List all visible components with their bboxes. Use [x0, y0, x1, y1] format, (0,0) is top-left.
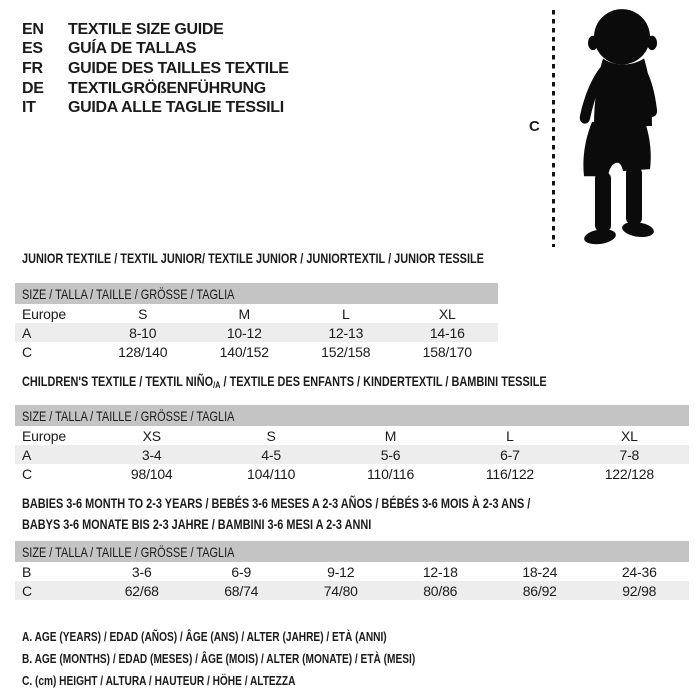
- height-measure-label: C: [529, 118, 540, 135]
- row-label: Europe: [22, 427, 66, 444]
- size-cell: 6-7: [500, 446, 520, 463]
- size-cell: 12-13: [328, 324, 364, 341]
- language-title: GUIDA ALLE TAGLIE TESSILI: [68, 99, 284, 117]
- row-label: C: [22, 465, 32, 482]
- footnote-b-text: B. AGE (MONTHS) / EDAD (MESES) / ÂGE (MOIS) / ALTER (MONATE) / ETÀ (MESI): [22, 651, 416, 667]
- children-title-prefix: CHILDREN'S TEXTILE / TEXTIL NIÑO: [22, 373, 214, 389]
- footnote-legend: [22, 625, 526, 692]
- table-row: [15, 323, 498, 342]
- row-label: A: [22, 324, 32, 341]
- size-cell: 140/152: [219, 343, 269, 360]
- junior-size-table: [15, 283, 498, 361]
- size-cell: L: [506, 427, 514, 444]
- size-cell: 122/128: [604, 465, 654, 482]
- size-header-band: [15, 541, 689, 562]
- size-cell: XS: [142, 427, 161, 444]
- size-cell: 80/86: [423, 582, 458, 599]
- size-cell: M: [384, 427, 397, 444]
- size-cell: 116/122: [485, 465, 534, 482]
- size-cell: 10-12: [226, 324, 262, 341]
- language-code: ES: [22, 40, 43, 58]
- language-row: [22, 40, 289, 60]
- size-cell: 110/116: [366, 465, 415, 482]
- language-title: GUÍA DE TALLAS: [68, 40, 197, 58]
- row-label: Europe: [22, 305, 66, 322]
- babies-size-table: [15, 541, 689, 600]
- footnote-c-text: C. (cm) HEIGHT / ALTURA / HAUTEUR / HÖHE / ALTEZZA: [22, 673, 296, 689]
- language-code: DE: [22, 79, 44, 97]
- table-row: [15, 562, 689, 581]
- children-section-title-text: [22, 372, 547, 395]
- size-cell: XL: [620, 427, 638, 444]
- footnote-a: [22, 625, 526, 647]
- babies-section-title-line2: [22, 515, 470, 533]
- table-row: [15, 464, 689, 483]
- size-cell: M: [238, 305, 250, 322]
- toddler-silhouette-image: [562, 5, 665, 247]
- language-code: FR: [22, 59, 43, 77]
- size-cell: 5-6: [380, 446, 401, 463]
- row-label: B: [22, 563, 32, 580]
- size-cell: 18-24: [522, 563, 558, 580]
- row-label: A: [22, 446, 32, 463]
- size-cell: 98/104: [130, 465, 173, 482]
- table-row: [15, 581, 689, 600]
- children-title-suffix: / TEXTILE DES ENFANTS / KINDERTEXTIL / BAMBINI TESSILE: [220, 373, 547, 389]
- size-header-text: SIZE / TALLA / TAILLE / GRÖSSE / TAGLIA: [22, 285, 235, 302]
- size-cell: S: [266, 427, 276, 444]
- size-cell: 152/158: [321, 343, 371, 360]
- language-title: GUIDE DES TAILLES TEXTILE: [68, 59, 289, 77]
- footnote-a-text: A. AGE (YEARS) / EDAD (AÑOS) / ÂGE (ANS) / ALTER (JAHRE) / ETÀ (ANNI): [22, 628, 387, 644]
- size-cell: 7-8: [619, 446, 640, 463]
- size-header-band: [15, 283, 498, 304]
- language-title: TEXTILE SIZE GUIDE: [68, 20, 224, 38]
- size-header-band: [15, 405, 689, 426]
- language-row: [22, 98, 289, 118]
- height-dashed-line: [552, 10, 555, 247]
- size-cell: XL: [438, 305, 456, 322]
- size-cell: 8-10: [129, 324, 157, 341]
- size-cell: 92/98: [622, 582, 657, 599]
- size-header-text: SIZE / TALLA / TAILLE / GRÖSSE / TAGLIA: [22, 543, 235, 560]
- footnote-b: [22, 647, 526, 669]
- language-row: [22, 79, 289, 99]
- size-cell: 3-6: [131, 563, 152, 580]
- row-label: C: [22, 582, 32, 599]
- language-title: TEXTILGRÖßENFÜHRUNG: [68, 79, 266, 97]
- table-row: [15, 304, 498, 323]
- children-section-title: [22, 372, 695, 390]
- babies-section-title-line1: [22, 494, 674, 512]
- language-code: EN: [22, 20, 44, 38]
- junior-section-title: [22, 249, 614, 267]
- size-cell: 128/140: [118, 343, 168, 360]
- size-cell: 6-9: [231, 563, 252, 580]
- language-title-list: [22, 20, 289, 118]
- size-cell: 62/68: [124, 582, 159, 599]
- size-cell: 74/80: [323, 582, 358, 599]
- size-cell: 104/110: [247, 465, 296, 482]
- footnote-c: [22, 670, 526, 692]
- table-row: [15, 445, 689, 464]
- language-row: [22, 59, 289, 79]
- babies-title-text-line1: BABIES 3-6 MONTH TO 2-3 YEARS / BEBÉS 3-6 MESES A 2-3 AÑOS / BÉBÉS 3-6 MOIS À 2-3 ANS /: [22, 495, 531, 511]
- size-cell: 9-12: [327, 563, 355, 580]
- size-cell: L: [341, 305, 350, 322]
- size-cell: 12-18: [422, 563, 458, 580]
- row-label: C: [22, 343, 32, 360]
- language-code: IT: [22, 99, 36, 117]
- size-cell: 158/170: [422, 343, 472, 360]
- size-cell: 14-16: [429, 324, 465, 341]
- size-cell: 4-5: [261, 446, 281, 463]
- children-size-table: [15, 405, 689, 483]
- size-cell: 86/92: [522, 582, 557, 599]
- size-cell: 3-4: [141, 446, 162, 463]
- babies-title-text-line2: BABYS 3-6 MONATE BIS 2-3 JAHRE / BAMBINI 3-6 MESI A 2-3 ANNI: [22, 516, 372, 532]
- table-row: [15, 426, 689, 445]
- table-row: [15, 342, 498, 361]
- size-header-text: SIZE / TALLA / TAILLE / GRÖSSE / TAGLIA: [22, 407, 235, 424]
- size-cell: S: [138, 305, 148, 322]
- language-row: [22, 20, 289, 40]
- size-cell: 24-36: [621, 563, 657, 580]
- junior-section-title-text: JUNIOR TEXTILE / TEXTIL JUNIOR/ TEXTILE JUNIOR / JUNIORTEXTIL / JUNIOR TESSILE: [22, 250, 484, 266]
- children-title-subscript: /A: [213, 380, 221, 391]
- size-cell: 68/74: [224, 582, 259, 599]
